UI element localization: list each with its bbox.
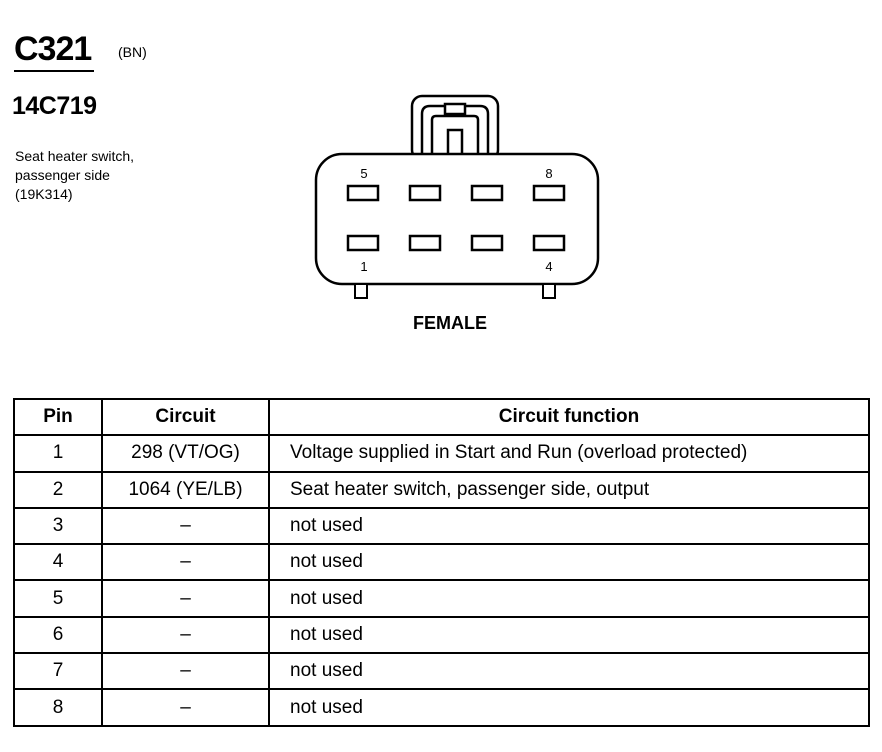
function-cell: Voltage supplied in Start and Run (overload protected) <box>269 435 869 471</box>
circuit-cell: 298 (VT/OG) <box>102 435 269 471</box>
cavity-5 <box>348 186 378 200</box>
connector-id-underline <box>14 70 94 72</box>
table-row <box>14 544 869 580</box>
circuit-cell: – <box>102 617 269 653</box>
pin-cell: 5 <box>14 580 102 616</box>
function-cell: Seat heater switch, passenger side, output <box>269 472 869 508</box>
table-row <box>14 508 869 544</box>
circuit-cell: – <box>102 653 269 689</box>
pin-cell: 7 <box>14 653 102 689</box>
function-cell: not used <box>269 617 869 653</box>
function-cell: not used <box>269 508 869 544</box>
pin-cell: 2 <box>14 472 102 508</box>
function-cell: not used <box>269 653 869 689</box>
table-row <box>14 617 869 653</box>
connector-face-diagram <box>300 90 610 305</box>
table-row <box>14 472 869 508</box>
pin-cell: 3 <box>14 508 102 544</box>
locking-tab <box>412 96 498 160</box>
table-header-row <box>14 399 869 435</box>
header-pin: Pin <box>14 399 102 435</box>
table-row <box>14 653 869 689</box>
circuit-cell: – <box>102 544 269 580</box>
description-line-1: Seat heater switch, <box>15 148 135 164</box>
function-cell: not used <box>269 689 869 725</box>
table-row <box>14 435 869 471</box>
mounting-posts <box>355 284 555 298</box>
cavity-3 <box>472 236 502 250</box>
cavity-2 <box>410 236 440 250</box>
circuit-cell: 1064 (YE/LB) <box>102 472 269 508</box>
cavity-6 <box>410 186 440 200</box>
connector-body <box>316 154 598 284</box>
connector-gender-label: FEMALE <box>413 313 487 333</box>
pin-label-5: 5 <box>360 166 368 181</box>
cavity-4 <box>534 236 564 250</box>
description-line-2: passenger side <box>15 167 110 183</box>
pinout-table <box>13 398 870 727</box>
header-circuit-function: Circuit function <box>269 399 869 435</box>
pin-label-1: 1 <box>360 259 368 274</box>
cavity-7 <box>472 186 502 200</box>
pin-cell: 1 <box>14 435 102 471</box>
pin-label-8: 8 <box>545 166 553 181</box>
description-line-3: (19K314) <box>15 186 73 202</box>
header-circuit: Circuit <box>102 399 269 435</box>
function-cell: not used <box>269 580 869 616</box>
circuit-cell: – <box>102 580 269 616</box>
circuit-cell: – <box>102 508 269 544</box>
cavity-1 <box>348 236 378 250</box>
table-row <box>14 689 869 725</box>
cavity-8 <box>534 186 564 200</box>
color-code: (BN) <box>118 44 147 60</box>
pin-cell: 6 <box>14 617 102 653</box>
part-number: 14C719 <box>12 92 97 120</box>
pin-label-4: 4 <box>545 259 553 274</box>
function-cell: not used <box>269 544 869 580</box>
table-row <box>14 580 869 616</box>
pin-cell: 8 <box>14 689 102 725</box>
circuit-cell: – <box>102 689 269 725</box>
connector-id: C321 <box>14 30 92 68</box>
pin-cell: 4 <box>14 544 102 580</box>
